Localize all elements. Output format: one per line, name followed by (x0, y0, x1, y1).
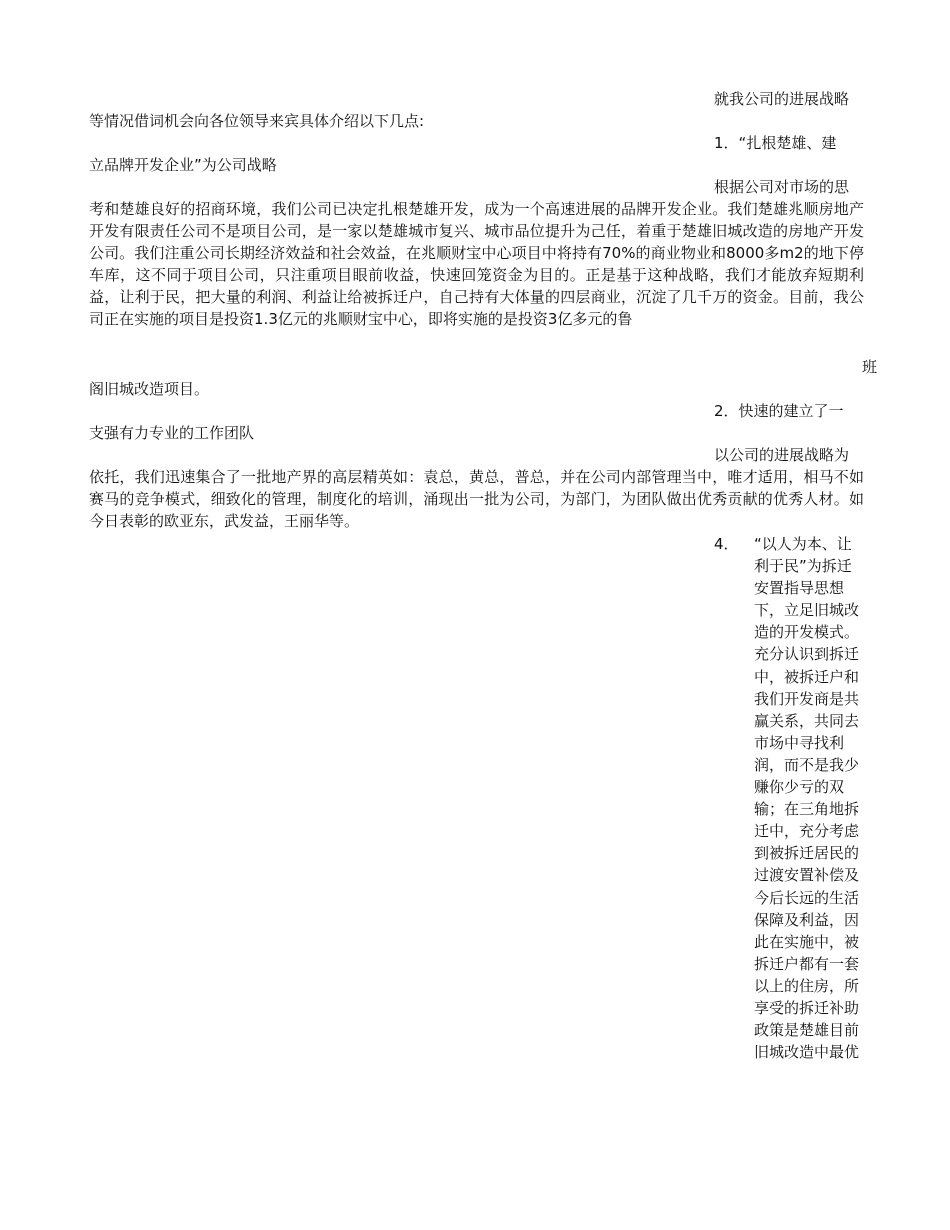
text-line: 以公司的进展战略为 (714, 446, 850, 464)
text-line: 班 (862, 358, 878, 376)
paragraph: 考和楚雄良好的招商环境，我们公司已决定扎根楚雄开发，成为一个高速进展的品牌开发企业。我们楚雄兆顺房地产开发有限责任公司不是项目公司，是一家以楚雄城市复兴、城市品位提升为己任，着重于楚雄旧城改造的房地产开发公司。我们注重公司长期经济效益和社会效益，在兆顺财宝中心项目中将持有70%的商业物业和8000多m2的地下停车库，这不同于项目公司，只注重项目眼前收益，快速回笼资金为目的。正是基于这种战略，我们才能放弃短期利益，让利于民，把大量的利润、利益让给被拆迁户，自己持有大体量的四层商业，沉淀了几千万的资金。目前，我公司正在实施的项目是投资1.3亿元的兆顺财宝中心，即将实施的是投资3亿多元的鲁 (89, 200, 864, 328)
paragraph: “以人为本、让利于民”为拆迁安置指导思想下，立足旧城改造的开发模式。充分认识到拆迁中，被拆迁户和我们开发商是共赢关系，共同去市场中寻找利润，而不是我少赚你少亏的双输；在三角地拆迁中，充分考虑到被拆迁居民的过渡安置补偿及今后长远的生活保障及利益，因此在实施中，被拆迁户都有一套以上的住房，所享受的拆迁补助政策是楚雄目前旧城改造中最优 (754, 535, 860, 1062)
list-number: 4． (714, 535, 739, 553)
text-line: 1．“扎根楚雄、建 (714, 134, 837, 152)
text-line: 2．快速的建立了一 (714, 402, 844, 420)
text-line: 根据公司对市场的思 (714, 178, 850, 196)
text-line: 就我公司的进展战略 (714, 90, 850, 108)
text-line: 支强有力专业的工作团队 (89, 424, 255, 442)
text-line: 等情况借词机会向各位领导来宾具体介绍以下几点: (89, 112, 425, 130)
text-line: 立品牌开发企业”为公司战略 (89, 156, 277, 174)
text-line: 阁旧城改造项目。 (89, 380, 210, 398)
paragraph: 依托，我们迅速集合了一批地产界的高层精英如：袁总，黄总，普总，并在公司内部管理当中，唯才适用，相马不如赛马的竞争模式，细致化的管理，制度化的培训，涌现出一批为公司，为部门，为团队做出优秀贡献的优秀人材。如今日表彰的欧亚东，武发益，王丽华等。 (89, 468, 864, 530)
